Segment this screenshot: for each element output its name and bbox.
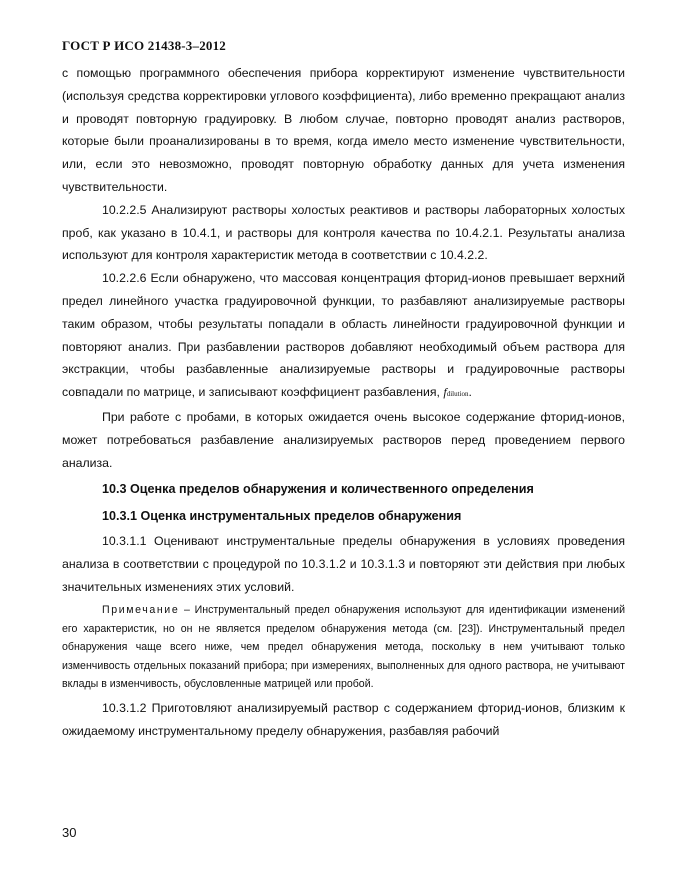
paragraph-continuation: с помощью программного обеспечения прибора корректируют изменение чувствительности (используя средства корректировки углового коэффициента), либо временно прекращают анализ и проводят повторную градуировку. В любом случае, повторно проводят анализ растворов, которые были проанализированы в то время, когда имело место изменение чувствительности, или, если это невозможно, проводят повторную обработку данных для учета изменения чувствительности. — [62, 66, 625, 194]
note-block — [62, 601, 625, 693]
paragraph-10-2-2-5: 10.2.2.5 Анализируют растворы холостых реактивов и растворы лабораторных холостых проб, как указано в 10.4.1, и растворы для контроля качества по 10.4.2.1. Результаты анализа используют для контроля характеристик метода в соответствии с 10.4.2.2. — [62, 202, 625, 263]
note-label: Примечание — [102, 604, 180, 617]
subsection-heading-10-3-1: 10.3.1 Оценка инструментальных пределов обнаружения — [102, 509, 462, 524]
dilution-factor-symbol: fdilution — [443, 385, 469, 400]
paragraph-10-3-1-2: 10.3.1.2 Приготовляют анализируемый раствор с содержанием фторид-ионов, близким к ожидаемому инструментальному пределу обнаружения, разбавляя рабочий — [62, 701, 625, 739]
document-header: ГОСТ Р ИСО 21438-3–2012 — [62, 38, 227, 53]
page-number: 30 — [62, 825, 77, 840]
paragraph-high-content: При работе с пробами, в которых ожидается очень высокое содержание фторид-ионов, может потребоваться разбавление анализируемых растворов перед проведением первого анализа. — [62, 409, 625, 470]
section-heading-10-3: 10.3 Оценка пределов обнаружения и количественного определения — [102, 482, 534, 497]
paragraph-10-2-2-6-text: 10.2.2.6 Если обнаружено, что массовая концентрация фторид-ионов превышает верхний предел линейного участка градуировочной функции, то разбавляют анализируемые растворы таким образом, чтобы результаты попадали в область линейности градуировочной функции и повторяют анализ. При разбавлении растворов добавляют необходимый объем раствора для экстракции, чтобы разбавленные анализируемые растворы и градуировочные растворы совпадали по матрице, и записывают коэффициент разбавления, — [62, 271, 625, 400]
page-content — [62, 62, 625, 743]
note-text: – Инструментальный предел обнаружения используют для идентификации изменений его характеристик, но он не является пределом обнаружения метода (см. [23]). Инструментальный предел обнаружения чаще всего ниже, чем предел обнаружения метода, поскольку в нем учитывают только изменчивость отдельных показаний прибора; при измерениях, выполненных для одного раствора, не учитывают вклады в изменчивость, обусловленные матрицей или пробой. — [62, 604, 625, 690]
paragraph-10-2-2-6: 10.2.2.6 Если обнаружено, что массовая концентрация фторид-ионов превышает верхний предел линейного участка градуировочной функции, то разбавляют анализируемые растворы таким образом, чтобы результаты попадали в область линейности градуировочной функции и повторяют анализ. При разбавлении растворов добавляют необходимый объем раствора для экстракции, чтобы разбавленные анализируемые растворы и градуировочные растворы совпадали по матрице, и записывают коэффициент разбавления, fdilution. — [62, 271, 625, 400]
paragraph-10-3-1-1: 10.3.1.1 Оценивают инструментальные пределы обнаружения в условиях проведения анализа в соответствии с процедурой по 10.3.1.2 и 10.3.1.3 и повторяют эти действия при любых значительных изменениях этих условий. — [62, 533, 625, 594]
